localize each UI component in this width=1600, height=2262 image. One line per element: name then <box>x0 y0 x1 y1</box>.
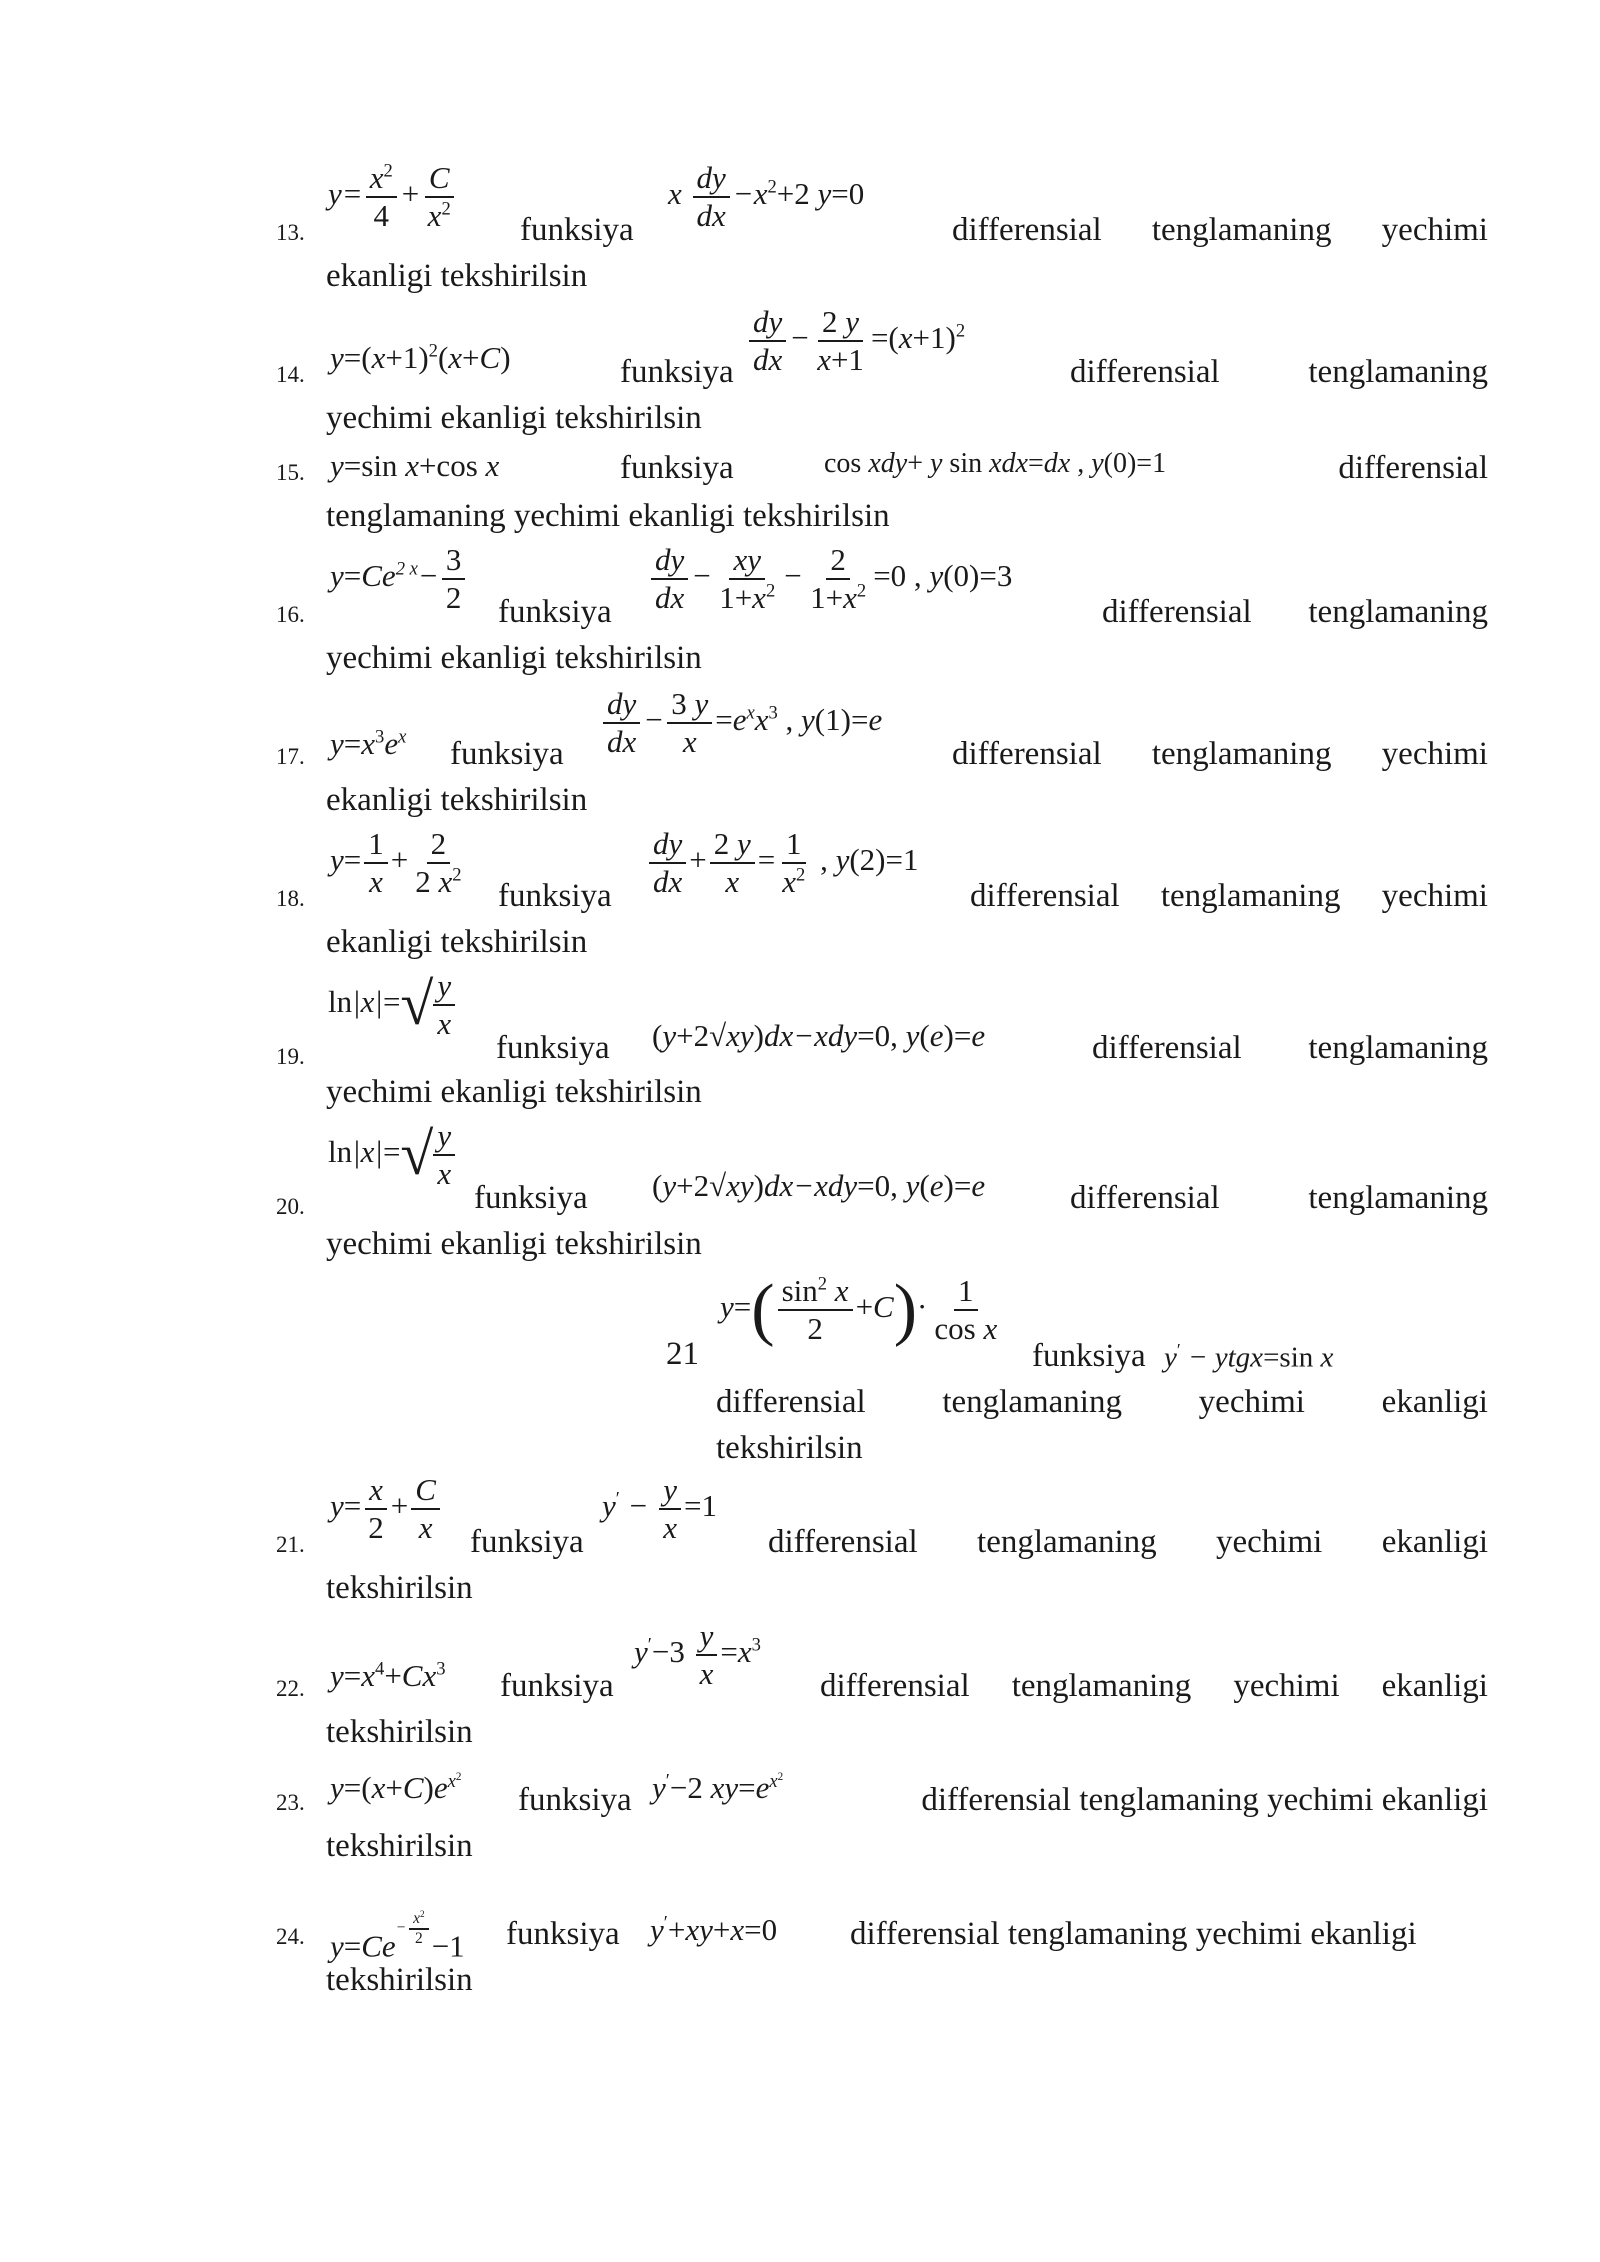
tail-word: differensial <box>1092 1030 1242 1066</box>
solution-formula: y=( $\frac{\sin^2 x}{2}$ +C)· $\frac{1}{\text{cos x}}$ <box>720 1271 998 1348</box>
tail-line2: yechimi ekanligi tekshirilsin <box>326 1226 702 1262</box>
funksiya-word: funksiya <box>450 736 564 772</box>
equation-formula: $\frac{dy}{dx}$ − $\frac{2 y}{x+1}$ $=(x+1)^2$ <box>746 304 965 377</box>
funksiya-word: funksiya <box>500 1668 614 1704</box>
equation-formula: y′+xy+x=0 <box>650 1912 778 1947</box>
funksiya-word: funksiya <box>496 1030 610 1066</box>
tail-line2: ekanligi tekshirilsin <box>326 924 588 960</box>
tail-line2: tenglamaning yechimi ekanligi tekshirilsin <box>326 498 890 534</box>
solution-formula: ln|x|=√ $\frac{y}{x}$ <box>328 1118 458 1191</box>
exercise-number: 16. <box>276 602 305 627</box>
funksiya-word: funksiya <box>470 1524 584 1560</box>
solution-formula: y= $\frac{x}{2}$ + $\frac{C}{x}$ <box>330 1472 443 1545</box>
tail-word: differensial <box>820 1668 970 1704</box>
tail-word: differensial <box>1070 1180 1220 1216</box>
exercise-number: 15. <box>276 460 305 485</box>
solution-formula: ln|x|=√ $\frac{y}{x}$ <box>328 968 458 1041</box>
tail-line1 <box>768 1524 1488 1561</box>
funksiya-word: funksiya <box>498 594 612 630</box>
tail-line1: differensial tenglamaning yechimi ekanligi <box>850 1916 1417 1952</box>
tail-word: tenglamaning <box>942 1384 1122 1420</box>
exercise-number: 20. <box>276 1194 305 1219</box>
equation-formula: $\frac{dy}{dx}$ + $\frac{2 y}{x}$ = $\frac{1}{x^2}$ , y(2)=1 <box>646 826 918 899</box>
tail-word: yechimi <box>1381 212 1488 248</box>
tail-word: tenglamaning <box>1308 354 1488 390</box>
tail-line1 <box>970 878 1488 915</box>
tail-word: tenglamaning <box>1308 1030 1488 1066</box>
tail-line1 <box>952 736 1488 773</box>
tail-line1 <box>716 1384 1488 1421</box>
tail-word: yechimi <box>1198 1384 1305 1420</box>
solution-formula: y= $\frac{x^2}{4}$ + $\frac{C}{x^2}$ <box>328 160 458 233</box>
tail-line1 <box>952 212 1488 249</box>
equation-formula: y′ − $\frac{y}{x}$ =1 <box>602 1472 718 1545</box>
tail-word: tenglamaning <box>977 1524 1157 1560</box>
exercise-number: 14. <box>276 362 305 387</box>
tail-word: differensial <box>1102 594 1252 630</box>
equation-formula: x $\frac{dy}{dx}$ $-x^2+2$ y=0 <box>668 160 865 233</box>
tail-line1 <box>1092 1030 1488 1067</box>
solution-formula: y= $\frac{1}{x}$ + $\frac{2}{2 x^2}$ <box>330 826 462 899</box>
tail-line1 <box>1070 354 1488 391</box>
solution-formula: $y=(x+1)^2(x+C)$ <box>330 340 511 375</box>
tail-word: differensial <box>768 1524 918 1560</box>
solution-formula: $y=x^3e^x$ <box>330 726 407 761</box>
funksiya-word: funksiya <box>518 1782 632 1818</box>
tail-line2: ekanligi tekshirilsin <box>326 782 588 818</box>
tail-line2: tekshirilsin <box>716 1430 863 1466</box>
tail-word: differensial <box>1070 354 1220 390</box>
tail-word: tenglamaning <box>1011 1668 1192 1704</box>
tail-line2: yechimi ekanligi tekshirilsin <box>326 640 702 676</box>
tail-line1 <box>1070 1180 1488 1217</box>
solution-formula: $y=(x+C)e^{x^2}$ <box>330 1770 462 1805</box>
tail-line2: tekshirilsin <box>326 1714 473 1750</box>
tail-word: ekanligi <box>1381 1668 1488 1704</box>
tail-line1: differensial <box>1338 450 1488 486</box>
equation-formula: cos xdy+ y sin xdx=dx , y(0)=1 <box>824 448 1167 479</box>
tail-line1 <box>820 1668 1488 1705</box>
exercise-number: 23. <box>276 1790 305 1815</box>
tail-line1: differensial tenglamaning yechimi ekanligi <box>921 1782 1488 1818</box>
exercise-number: 22. <box>276 1676 305 1701</box>
tail-line2: tekshirilsin <box>326 1962 473 1998</box>
tail-word: differensial <box>970 878 1120 914</box>
tail-word: yechimi <box>1381 736 1488 772</box>
exercise-number: 17. <box>276 744 305 769</box>
tail-word: ekanligi <box>1381 1384 1488 1420</box>
funksiya-word: funksiya <box>506 1916 620 1952</box>
tail-word: tenglamaning <box>1160 878 1341 914</box>
tail-word: tenglamaning <box>1308 594 1488 630</box>
funksiya-word: funksiya <box>520 212 634 248</box>
tail-word: yechimi <box>1233 1668 1340 1704</box>
funksiya-word: funksiya <box>498 878 612 914</box>
exercise-number: 18. <box>276 886 305 911</box>
solution-formula: $y=Ce^{- \frac{x^2}{2}}$ −1 <box>330 1910 465 1964</box>
tail-word: differensial <box>716 1384 866 1420</box>
tail-word: tenglamaning <box>1151 736 1332 772</box>
equation-formula: y′−3 $\frac{y}{x}$ $=x^3$ <box>634 1618 761 1691</box>
tail-line2: yechimi ekanligi tekshirilsin <box>326 400 702 436</box>
exercise-number: 13. <box>276 220 305 245</box>
equation-formula: $\frac{dy}{dx}$ − $\frac{3 y}{x}$ $=e^xx^3$ , y(1)=e <box>600 686 882 759</box>
equation-formula: y′ − ytgx=sin x <box>1164 1340 1334 1374</box>
funksiya-word: funksiya <box>620 354 734 390</box>
exercise-number: 21 <box>666 1336 699 1372</box>
exercise-number: 24. <box>276 1924 305 1949</box>
equation-formula: (y+2√xy)dx−xdy=0, y(e)=e <box>652 1168 986 1203</box>
exercise-number: 21. <box>276 1532 305 1557</box>
tail-word: differensial <box>952 212 1102 248</box>
solution-formula: $y=Ce^{2 x}-$ $\frac{3}{2}$ <box>330 542 468 615</box>
equation-formula: $\frac{dy}{dx}$ − $\frac{xy}{1+x^2}$ − $\frac{2}{1+x^2}$ =0 , y(0)=3 <box>648 542 1012 615</box>
funksiya-word: funksiya <box>620 450 734 486</box>
equation-formula: (y+2√xy)dx−xdy=0, y(e)=e <box>652 1018 986 1053</box>
tail-word: tenglamaning <box>1308 1180 1488 1216</box>
tail-word: tenglamaning <box>1151 212 1332 248</box>
funksiya-word: funksiya <box>474 1180 588 1216</box>
funksiya-word: funksiya <box>1032 1338 1146 1374</box>
tail-line2: tekshirilsin <box>326 1570 473 1606</box>
tail-word: yechimi <box>1216 1524 1323 1560</box>
tail-word: yechimi <box>1381 878 1488 914</box>
solution-formula: y=sin x+cos x <box>330 448 500 483</box>
equation-formula: y′−2 $xy=e^{x^2}$ <box>652 1770 784 1805</box>
tail-line1 <box>1102 594 1488 631</box>
tail-line2: ekanligi tekshirilsin <box>326 258 588 294</box>
tail-word: ekanligi <box>1381 1524 1488 1560</box>
solution-formula: $y=x^4+Cx^3$ <box>330 1658 446 1693</box>
tail-word: differensial <box>952 736 1102 772</box>
tail-line2: yechimi ekanligi tekshirilsin <box>326 1074 702 1110</box>
tail-line2: tekshirilsin <box>326 1828 473 1864</box>
exercise-number: 19. <box>276 1044 305 1069</box>
